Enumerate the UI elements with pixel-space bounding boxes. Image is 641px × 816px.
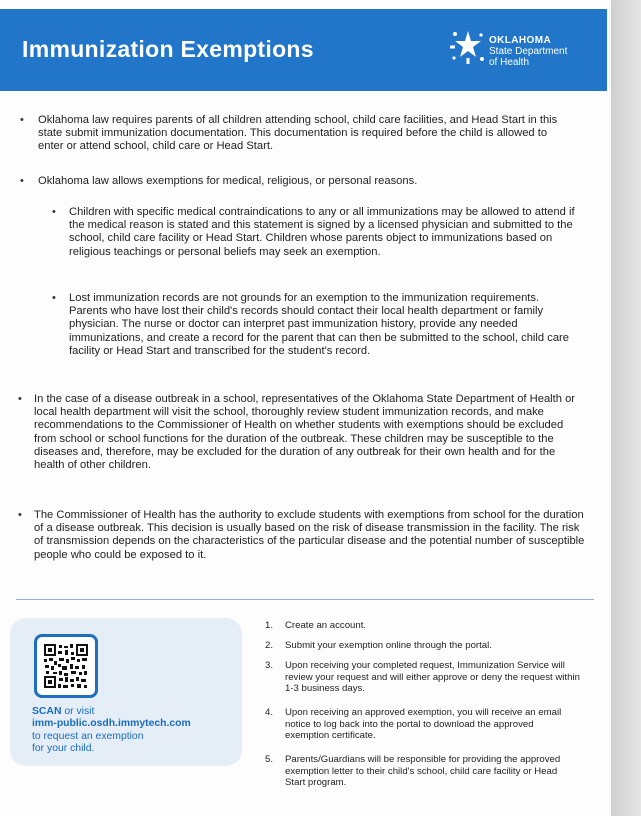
logo-wordmark: [489, 35, 567, 68]
paragraph-disease-outbreak: In the case of a disease outbreak in a school, representatives of the Oklahoma State Department of Health or local health department will visit the school, thoroughly review student immunization records, and make recommendations to the Commissioner of Health on whether students with exemptions should be excluded from school or school functions for the duration of the outbreak. These children may be susceptible to the diseases and, therefore, may be excluded for the duration of any outbreak for their own health and for the health of other children.: [34, 393, 576, 472]
logo-line-3: of Health: [489, 57, 530, 68]
or-visit-text: or visit: [61, 706, 95, 717]
step-number: 5.: [265, 754, 274, 765]
section-divider: [16, 599, 594, 600]
scan-line-4: for your child.: [32, 743, 95, 755]
paragraph-school-requirement: Oklahoma law requires parents of all children attending school, child care facilities, and Head Start in this state submit immunization documentation. This documentation is required before the child is allowed to enter or attend school, child care or Head Start.: [38, 114, 558, 153]
paragraph-lost-records: Lost immunization records are not grounds for an exemption to the immunization requirements. Parents who have lost their child's records should contact their local health department or family physician. The nurse or doctor can interpret past immunization history, provide any needed immunizations, and create a record for the parent that can then be submitted to the school, child care facility or Head Start and transcribed for the student's record.: [69, 292, 569, 357]
step-number: 1.: [265, 620, 274, 631]
paragraph-exemption-reasons: Oklahoma law allows exemptions for medical, religious, or personal reasons.: [38, 175, 418, 187]
step-text: Parents/Guardians will be responsible for providing the approved exemption letter to their child's school, child care facility or Head Start program.: [285, 754, 561, 789]
bullet-dot: •: [18, 393, 22, 405]
osdh-logo: [450, 29, 600, 73]
star-logo-icon: [450, 29, 486, 65]
step-number: 2.: [265, 640, 274, 651]
step-number: 4.: [265, 707, 274, 718]
qr-pattern: [44, 644, 88, 688]
bullet-dot: •: [52, 206, 56, 218]
qr-code-icon[interactable]: [34, 634, 98, 698]
paragraph-medical-religious: Children with specific medical contraindications to any or all immunizations may be allowed to attend if the medical reason is stated and this statement is signed by a licensed physician and submitted to the school, child care facility or Head Start. Children whose parents object to immunizations based on religious teachings or personal beliefs may seek an exemption.: [69, 206, 575, 258]
bullet-dot: •: [18, 509, 22, 521]
paragraph-commissioner-authority: The Commissioner of Health has the authority to exclude students with exemptions from school for the duration of a disease outbreak. This decision is usually based on the risk of disease transmission in the facility. The risk of transmission depends on the characteristics of the particular disease and the potential number of susceptible people who could be exposed to it.: [34, 509, 585, 561]
scan-instructions: [32, 706, 191, 756]
step-number: 3.: [265, 660, 274, 671]
step-text: Submit your exemption online through the portal.: [285, 640, 492, 651]
scan-line-3: to request an exemption: [32, 730, 144, 742]
page-edge-shadow: [611, 0, 641, 816]
page-title: Immunization Exemptions: [22, 36, 314, 62]
scan-label: SCAN: [32, 706, 62, 717]
step-text: Upon receiving your completed request, Immunization Service will review your request and will either approve or deny the request within 1-3 business days.: [285, 660, 580, 695]
step-text: Create an account.: [285, 620, 367, 631]
logo-line-1: OKLAHOMA: [489, 35, 552, 46]
bullet-dot: •: [20, 175, 24, 187]
step-text: Upon receiving an approved exemption, you will receive an email notice to log back into the portal to download the approved exemption certificate.: [285, 707, 562, 742]
header-banner: [0, 9, 607, 91]
scan-line-1: [32, 706, 191, 718]
scan-callout: [10, 618, 242, 766]
bullet-dot: •: [20, 114, 24, 126]
logo-line-2: State Department: [489, 46, 568, 57]
bullet-dot: •: [52, 292, 56, 304]
portal-url-link[interactable]: imm-public.osdh.immytech.com: [32, 718, 191, 730]
